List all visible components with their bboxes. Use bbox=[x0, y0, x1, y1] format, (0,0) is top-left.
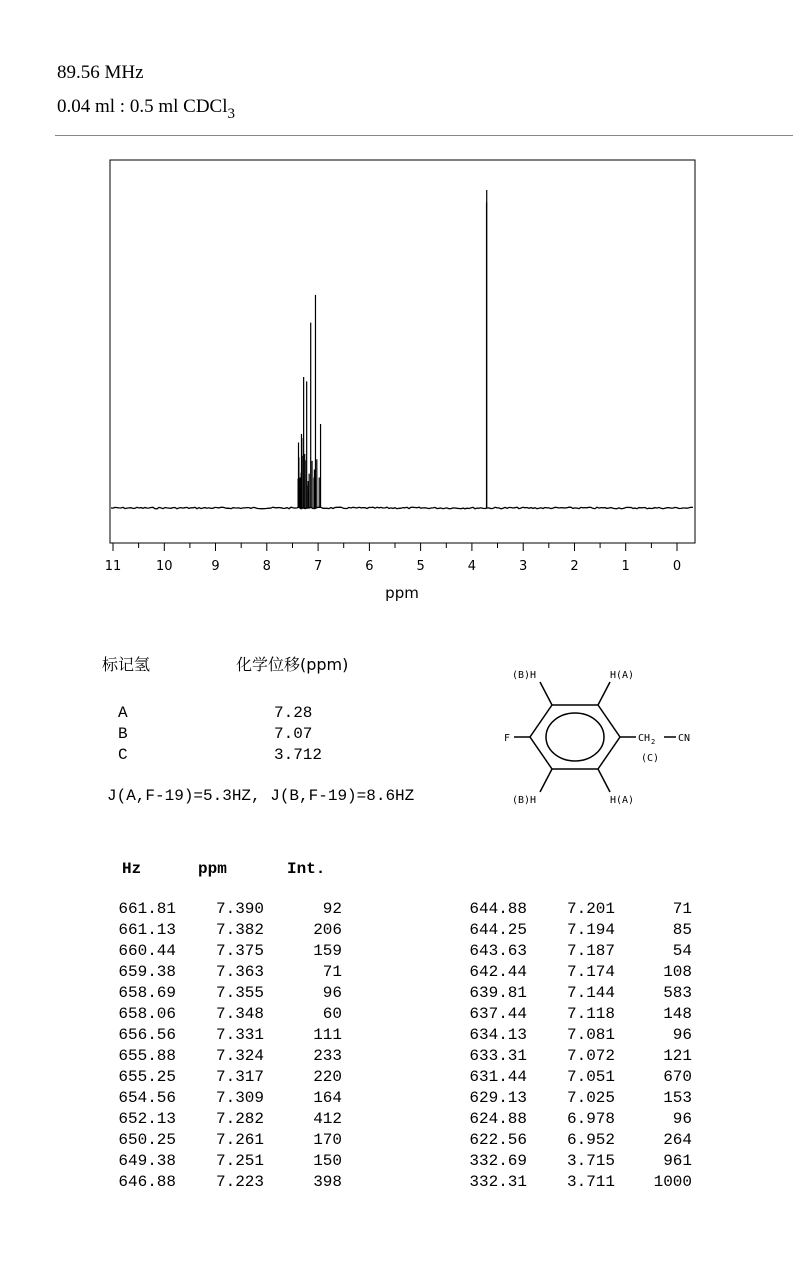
x-axis-tick-labels bbox=[105, 559, 681, 574]
peak-hz-right-12: 332.69 bbox=[469, 1152, 527, 1170]
peak-int-right-4: 583 bbox=[663, 984, 692, 1002]
assignment-label-b: B bbox=[118, 725, 128, 743]
peak-ppm-right-6: 7.081 bbox=[566, 1026, 615, 1044]
tick-label-8: 8 bbox=[262, 559, 271, 574]
tick-label-9: 9 bbox=[211, 559, 220, 574]
spectrometer-frequency: 89.56 MHz bbox=[57, 62, 144, 83]
peak-int-right-2: 54 bbox=[672, 942, 692, 960]
label-ch: CH bbox=[638, 733, 651, 744]
peak-ppm-left-12: 7.251 bbox=[215, 1152, 264, 1170]
x-axis-label: ppm bbox=[385, 584, 419, 602]
peak-ppm-right-5: 7.118 bbox=[566, 1005, 615, 1023]
peak-ppm-left-6: 7.331 bbox=[215, 1026, 264, 1044]
assignment-label-c: C bbox=[118, 746, 128, 764]
peak-hz-left-1: 661.13 bbox=[118, 921, 176, 939]
peak-hz-right-7: 633.31 bbox=[469, 1047, 527, 1065]
label-f: F bbox=[504, 733, 511, 744]
label-a-top: H(A) bbox=[610, 670, 635, 681]
peak-int-right-12: 961 bbox=[663, 1152, 692, 1170]
plot-frame bbox=[110, 160, 695, 543]
peak-hz-right-3: 642.44 bbox=[469, 963, 527, 981]
peak-hz-right-8: 631.44 bbox=[469, 1068, 527, 1086]
peak-hz-left-4: 658.69 bbox=[118, 984, 176, 1002]
label-cn: CN bbox=[678, 733, 691, 744]
peak-hz-left-8: 655.25 bbox=[118, 1068, 176, 1086]
label-ch-sub: 2 bbox=[651, 738, 656, 746]
peak-int-right-9: 153 bbox=[663, 1089, 692, 1107]
peak-int-right-8: 670 bbox=[663, 1068, 692, 1086]
label-b-bottom: (B)H bbox=[512, 795, 537, 806]
peak-hz-left-3: 659.38 bbox=[118, 963, 176, 981]
assignment-header-label: 标记氢 bbox=[102, 655, 151, 674]
peak-int-left-1: 206 bbox=[313, 921, 342, 939]
peak-int-left-5: 60 bbox=[322, 1005, 342, 1023]
solvent-text: 0.04 ml : 0.5 ml CDCl bbox=[57, 96, 228, 117]
peak-ppm-left-10: 7.282 bbox=[215, 1110, 264, 1128]
peak-ppm-left-0: 7.390 bbox=[215, 900, 264, 918]
label-a-bottom: H(A) bbox=[610, 795, 635, 806]
peak-ppm-left-3: 7.363 bbox=[215, 963, 264, 981]
peak-int-left-0: 92 bbox=[322, 900, 342, 918]
peak-int-right-0: 71 bbox=[672, 900, 692, 918]
peak-hz-right-4: 639.81 bbox=[469, 984, 527, 1002]
spectrum-baseline bbox=[111, 507, 693, 509]
assignment-header-shift: 化学位移(ppm) bbox=[236, 655, 349, 674]
peak-ppm-left-9: 7.309 bbox=[215, 1089, 264, 1107]
label-c: (C) bbox=[641, 753, 660, 764]
peak-hz-left-2: 660.44 bbox=[118, 942, 176, 960]
peak-hz-left-9: 654.56 bbox=[118, 1089, 176, 1107]
peak-int-left-4: 96 bbox=[322, 984, 342, 1002]
peak-ppm-right-4: 7.144 bbox=[566, 984, 615, 1002]
peak-ppm-left-2: 7.375 bbox=[215, 942, 264, 960]
peak-int-left-8: 220 bbox=[313, 1068, 342, 1086]
peak-int-left-2: 159 bbox=[313, 942, 342, 960]
peak-hz-right-9: 629.13 bbox=[469, 1089, 527, 1107]
peak-hz-right-13: 332.31 bbox=[469, 1173, 527, 1191]
peak-int-right-10: 96 bbox=[672, 1110, 692, 1128]
peak-hz-left-11: 650.25 bbox=[118, 1131, 176, 1149]
tick-label-0: 0 bbox=[672, 559, 682, 574]
peak-hz-left-5: 658.06 bbox=[118, 1005, 176, 1023]
peak-ppm-right-11: 6.952 bbox=[566, 1131, 615, 1149]
tick-label-7: 7 bbox=[313, 559, 323, 574]
peak-ppm-right-10: 6.978 bbox=[566, 1110, 615, 1128]
peak-int-left-10: 412 bbox=[313, 1110, 342, 1128]
peak-int-left-3: 71 bbox=[322, 963, 342, 981]
peak-int-left-11: 170 bbox=[313, 1131, 342, 1149]
benzene-ring bbox=[530, 705, 620, 769]
peak-ppm-right-8: 7.051 bbox=[566, 1068, 615, 1086]
peak-ppm-left-5: 7.348 bbox=[215, 1005, 264, 1023]
peak-ppm-left-1: 7.382 bbox=[215, 921, 264, 939]
peak-hz-right-1: 644.25 bbox=[469, 921, 527, 939]
peak-hz-left-6: 656.56 bbox=[118, 1026, 176, 1044]
tick-label-2: 2 bbox=[570, 559, 579, 574]
assignment-shift-b: 7.07 bbox=[274, 725, 313, 743]
peak-ppm-right-7: 7.072 bbox=[566, 1047, 615, 1065]
peak-int-left-7: 233 bbox=[313, 1047, 342, 1065]
peak-ppm-right-2: 7.187 bbox=[566, 942, 615, 960]
tick-label-6: 6 bbox=[365, 559, 374, 574]
peak-int-left-9: 164 bbox=[313, 1089, 342, 1107]
peak-hz-left-7: 655.88 bbox=[118, 1047, 176, 1065]
peak-int-right-6: 96 bbox=[672, 1026, 692, 1044]
tick-label-1: 1 bbox=[621, 559, 630, 574]
assignment-shift-a: 7.28 bbox=[274, 704, 313, 722]
assignment-label-a: A bbox=[118, 704, 128, 722]
peak-hz-right-0: 644.88 bbox=[469, 900, 527, 918]
tick-label-3: 3 bbox=[519, 559, 528, 574]
bond-bottom-right bbox=[598, 769, 610, 792]
peak-int-left-12: 150 bbox=[313, 1152, 342, 1170]
coupling-constants: J(A,F-19)=5.3HZ, J(B,F-19)=8.6HZ bbox=[107, 787, 415, 805]
peak-ppm-left-4: 7.355 bbox=[215, 984, 264, 1002]
peak-int-right-3: 108 bbox=[663, 963, 692, 981]
peak-ppm-right-3: 7.174 bbox=[566, 963, 615, 981]
bond-top-left bbox=[540, 682, 552, 705]
label-b-top: (B)H bbox=[512, 670, 537, 681]
peak-ppm-left-13: 7.223 bbox=[215, 1173, 264, 1191]
peak-int-right-1: 85 bbox=[672, 921, 692, 939]
solvent-subscript: 3 bbox=[227, 106, 235, 122]
peak-int-left-13: 398 bbox=[313, 1173, 342, 1191]
peak-ppm-right-1: 7.194 bbox=[566, 921, 615, 939]
nmr-spectrum-chart bbox=[0, 0, 794, 620]
tick-label-4: 4 bbox=[467, 559, 477, 574]
peak-int-right-13: 1000 bbox=[653, 1173, 692, 1191]
tick-label-5: 5 bbox=[416, 559, 425, 574]
aromatic-circle bbox=[546, 713, 604, 761]
tick-label-10: 10 bbox=[156, 559, 173, 574]
peak-ppm-right-0: 7.201 bbox=[566, 900, 615, 918]
header-ppm: ppm bbox=[198, 860, 227, 878]
peak-hz-right-6: 634.13 bbox=[469, 1026, 527, 1044]
molecule-structure bbox=[490, 660, 710, 810]
peak-ppm-right-13: 3.711 bbox=[566, 1173, 615, 1191]
peak-lines bbox=[298, 190, 487, 508]
peak-int-right-11: 264 bbox=[663, 1131, 692, 1149]
header-int: Int. bbox=[287, 860, 326, 878]
header-hz: Hz bbox=[122, 860, 142, 878]
peak-hz-left-12: 649.38 bbox=[118, 1152, 176, 1170]
x-axis-ticks bbox=[113, 543, 677, 551]
peak-ppm-right-9: 7.025 bbox=[566, 1089, 615, 1107]
peak-hz-right-5: 637.44 bbox=[469, 1005, 527, 1023]
peak-ppm-left-11: 7.261 bbox=[215, 1131, 264, 1149]
peak-ppm-left-7: 7.324 bbox=[215, 1047, 264, 1065]
peak-ppm-right-12: 3.715 bbox=[566, 1152, 615, 1170]
peak-int-left-6: 111 bbox=[313, 1026, 342, 1044]
peak-int-right-5: 148 bbox=[663, 1005, 692, 1023]
peak-hz-right-10: 624.88 bbox=[469, 1110, 527, 1128]
peak-hz-left-10: 652.13 bbox=[118, 1110, 176, 1128]
bond-bottom-left bbox=[540, 769, 552, 792]
peak-hz-left-13: 646.88 bbox=[118, 1173, 176, 1191]
peak-hz-left-0: 661.81 bbox=[118, 900, 176, 918]
bond-top-right bbox=[598, 682, 610, 705]
assignment-shift-c: 3.712 bbox=[274, 746, 323, 764]
peak-hz-right-2: 643.63 bbox=[469, 942, 527, 960]
tick-label-11: 11 bbox=[104, 559, 122, 574]
peak-int-right-7: 121 bbox=[663, 1047, 692, 1065]
peak-hz-right-11: 622.56 bbox=[469, 1131, 527, 1149]
peak-ppm-left-8: 7.317 bbox=[215, 1068, 264, 1086]
